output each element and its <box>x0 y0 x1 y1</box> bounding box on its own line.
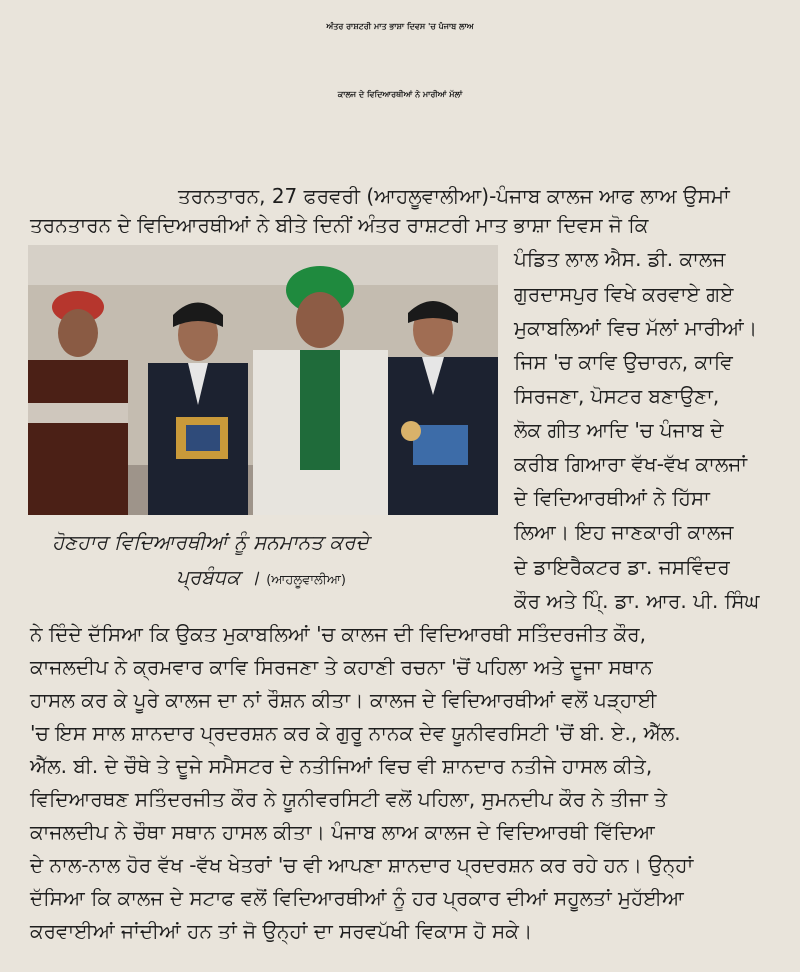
body-line: ਦੇ ਵਿਦਿਆਰਥੀਆਂ ਨੇ ਹਿੱਸਾ <box>514 486 710 510</box>
body-line: ਲਿਆ। ਇਹ ਜਾਣਕਾਰੀ ਕਾਲਜ <box>514 520 734 544</box>
photo-credit: (ਆਹਲੂਵਾਲੀਆ) <box>266 573 346 588</box>
intro-line: ਤਰਨਤਾਰਨ, 27 ਫਰਵਰੀ (ਆਹਲੂਵਾਲੀਆ)-ਪੰਜਾਬ ਕਾਲਜ ਆਫ ਲਾਅ ਉਸਮਾਂ <box>178 184 730 208</box>
body-line: ਦੱਸਿਆ ਕਿ ਕਾਲਜ ਦੇ ਸਟਾਫ ਵਲੋਂ ਵਿਦਿਆਰਥੀਆਂ ਨੂੰ ਹਰ ਪ੍ਰਕਾਰ ਦੀਆਂ ਸਹੂਲਤਾਂ ਮੁਹੱਈਆ <box>30 886 684 910</box>
photo-caption: ਹੋਣਹਾਰ ਵਿਦਿਆਰਥੀਆਂ ਨੂੰ ਸਨਮਾਨਤ ਕਰਦੇ <box>52 530 369 554</box>
body-line: ਗੁਰਦਾਸਪੁਰ ਵਿਖੇ ਕਰਵਾਏ ਗਏ <box>514 282 734 306</box>
body-line: ਕਾਜਲਦੀਪ ਨੇ ਚੌਥਾ ਸਥਾਨ ਹਾਸਲ ਕੀਤਾ। ਪੰਜਾਬ ਲਾਅ ਕਾਲਜ ਦੇ ਵਿਦਿਆਰਥੀ ਵਿੱਦਿਆ <box>30 820 655 844</box>
body-line: ਜਿਸ 'ਚ ਕਾਵਿ ਉਚਾਰਨ, ਕਾਵਿ <box>514 350 733 374</box>
photo-illustration <box>28 245 498 515</box>
photo-caption-line-2 <box>176 565 346 589</box>
body-line: ਐੱਲ. ਬੀ. ਦੇ ਚੌਥੇ ਤੇ ਦੂਜੇ ਸਮੈਸਟਰ ਦੇ ਨਤੀਜਿਆਂ ਵਿਚ ਵੀ ਸ਼ਾਨਦਾਰ ਨਤੀਜੇ ਹਾਸਲ ਕੀਤੇ, <box>30 754 653 778</box>
body-line: ਵਿਦਿਆਰਥਣ ਸਤਿੰਦਰਜੀਤ ਕੌਰ ਨੇ ਯੂਨੀਵਰਸਿਟੀ ਵਲੋਂ ਪਹਿਲਾ, ਸੁਮਨਦੀਪ ਕੌਰ ਨੇ ਤੀਜਾ ਤੇ <box>30 787 668 811</box>
body-line: ਕੌਰ ਅਤੇ ਪਿ੍ੰ. ਡਾ. ਆਰ. ਪੀ. ਸਿੰਘ <box>514 589 760 613</box>
photo-caption-text: ਪ੍ਰਬੰਧਕ । <box>176 565 260 589</box>
body-line: ਦੇ ਨਾਲ-ਨਾਲ ਹੋਰ ਵੱਖ -ਵੱਖ ਖੇਤਰਾਂ 'ਚ ਵੀ ਆਪਣਾ ਸ਼ਾਨਦਾਰ ਪ੍ਰਦਰਸ਼ਨ ਕਰ ਰਹੇ ਹਨ। ਉਨ੍ਹਾਂ <box>30 853 694 877</box>
headline-line-1: ਅੰਤਰ ਰਾਸ਼ਟਰੀ ਮਾਤ ਭਾਸ਼ਾ ਦਿਵਸ 'ਚ ਪੰਜਾਬ ਲਾਅ <box>326 22 474 31</box>
body-line: ਸਿਰਜਣਾ, ਪੋਸਟਰ ਬਣਾਉਣਾ, <box>514 384 720 408</box>
body-line: ਕਰੀਬ ਗਿਆਰਾ ਵੱਖ-ਵੱਖ ਕਾਲਜਾਂ <box>514 452 748 476</box>
news-photo <box>28 245 498 515</box>
intro-line: ਤਰਨਤਾਰਨ ਦੇ ਵਿਦਿਆਰਥੀਆਂ ਨੇ ਬੀਤੇ ਦਿਨੀਂ ਅੰਤਰ ਰਾਸ਼ਟਰੀ ਮਾਤ ਭਾਸ਼ਾ ਦਿਵਸ ਜੋ ਕਿ <box>30 213 649 237</box>
body-line: ਪੰਡਿਤ ਲਾਲ ਐਸ. ਡੀ. ਕਾਲਜ <box>514 247 726 271</box>
body-line: ਲੋਕ ਗੀਤ ਆਦਿ 'ਚ ਪੰਜਾਬ ਦੇ <box>514 418 724 442</box>
body-line: ਨੇ ਦਿੰਦੇ ਦੱਸਿਆ ਕਿ ਉਕਤ ਮੁਕਾਬਲਿਆਂ 'ਚ ਕਾਲਜ ਦੀ ਵਿਦਿਆਰਥੀ ਸਤਿੰਦਰਜੀਤ ਕੌਰ, <box>30 622 647 646</box>
body-line: ਦੇ ਡਾਇਰੈਕਟਰ ਡਾ. ਜਸਵਿੰਦਰ <box>514 555 730 579</box>
body-line: 'ਚ ਇਸ ਸਾਲ ਸ਼ਾਨਦਾਰ ਪ੍ਰਦਰਸ਼ਨ ਕਰ ਕੇ ਗੁਰੂ ਨਾਨਕ ਦੇਵ ਯੂਨੀਵਰਸਿਟੀ 'ਚੋਂ ਬੀ. ਏ., ਐੱਲ. <box>30 721 681 745</box>
body-line: ਮੁਕਾਬਲਿਆਂ ਵਿਚ ਮੱਲਾਂ ਮਾਰੀਆਂ। <box>514 316 758 340</box>
headline-line-2: ਕਾਲਜ ਦੇ ਵਿਦਿਆਰਥੀਆਂ ਨੇ ਮਾਰੀਆਂ ਮੱਲਾਂ <box>337 90 463 99</box>
body-line: ਕਰਵਾਈਆਂ ਜਾਂਦੀਆਂ ਹਨ ਤਾਂ ਜੋ ਉਨ੍ਹਾਂ ਦਾ ਸਰਵਪੱਖੀ ਵਿਕਾਸ ਹੋ ਸਕੇ। <box>30 919 533 943</box>
body-line: ਕਾਜਲਦੀਪ ਨੇ ਕ੍ਰਮਵਾਰ ਕਾਵਿ ਸਿਰਜਣਾ ਤੇ ਕਹਾਣੀ ਰਚਨਾ 'ਚੋਂ ਪਹਿਲਾ ਅਤੇ ਦੂਜਾ ਸਥਾਨ <box>30 655 653 679</box>
body-line: ਹਾਸਲ ਕਰ ਕੇ ਪੂਰੇ ਕਾਲਜ ਦਾ ਨਾਂ ਰੌਸ਼ਨ ਕੀਤਾ। ਕਾਲਜ ਦੇ ਵਿਦਿਆਰਥੀਆਂ ਵਲੋਂ ਪੜ੍ਹਾਈ <box>30 688 657 712</box>
